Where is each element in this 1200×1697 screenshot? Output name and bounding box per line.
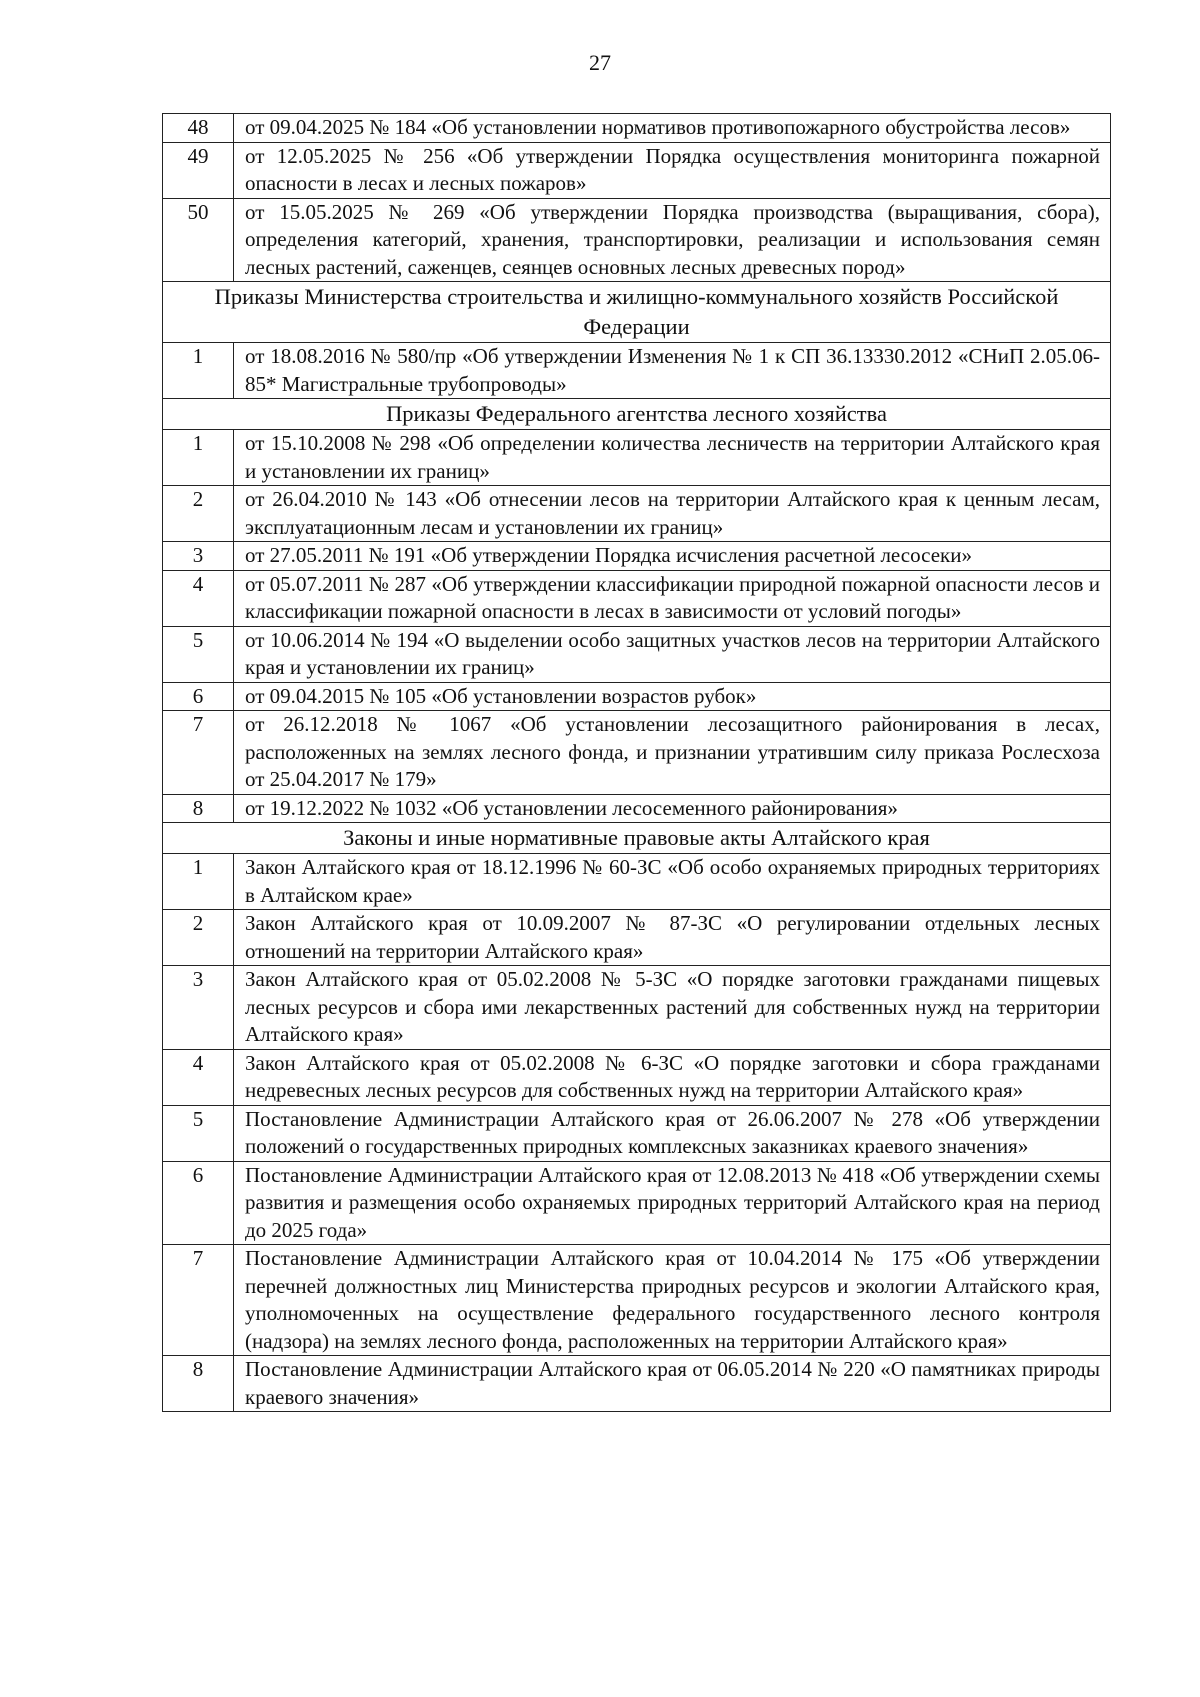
row-text: Постановление Администрации Алтайского края от 12.08.2013 № 418 «Об утверждении схемы развития и размещения особо охраняемых природных территорий Алтайского края на период до 2025 года» xyxy=(234,1161,1111,1245)
row-text: от 15.05.2025 № 269 «Об утверждении Порядка производства (выращивания, сбора), определения категорий, хранения, транспортировки, реализации и использования семян лесных растений, саженцев, сеянцев основных лесных древесных пород» xyxy=(234,198,1111,282)
row-number: 49 xyxy=(163,142,234,198)
row-number: 2 xyxy=(163,486,234,542)
row-text: от 27.05.2011 № 191 «Об утверждении Порядка исчисления расчетной лесосеки» xyxy=(234,542,1111,571)
table-row xyxy=(163,198,1111,282)
section-heading: Законы и иные нормативные правовые акты Алтайского края xyxy=(163,823,1111,854)
row-text: Постановление Администрации Алтайского края от 06.05.2014 № 220 «О памятниках природы краевого значения» xyxy=(234,1356,1111,1412)
table-row xyxy=(163,711,1111,795)
row-number: 1 xyxy=(163,343,234,399)
row-text: Закон Алтайского края от 18.12.1996 № 60-ЗС «Об особо охраняемых природных территориях в Алтайском крае» xyxy=(234,854,1111,910)
row-text: от 18.08.2016 № 580/пр «Об утверждении Изменения № 1 к СП 36.13330.2012 «СНиП 2.05.06-85* Магистральные трубопроводы» xyxy=(234,343,1111,399)
table-row xyxy=(163,542,1111,571)
row-text: от 05.07.2011 № 287 «Об утверждении классификации природной пожарной опасности лесов и классификации пожарной опасности в лесах в зависимости от условий погоды» xyxy=(234,570,1111,626)
row-text: от 15.10.2008 № 298 «Об определении количества лесничеств на территории Алтайского края и установлении их границ» xyxy=(234,430,1111,486)
row-text: Постановление Администрации Алтайского края от 10.04.2014 № 175 «Об утверждении перечней должностных лиц Министерства природных ресурсов и экологии Алтайского края, уполномоченных на осуществление федерального государственного лесного контроля (надзора) на землях лесного фонда, расположенных на территории Алтайского края» xyxy=(234,1245,1111,1356)
row-number: 48 xyxy=(163,114,234,143)
row-number: 7 xyxy=(163,1245,234,1356)
row-number: 6 xyxy=(163,1161,234,1245)
row-text: Закон Алтайского края от 05.02.2008 № 6-ЗС «О порядке заготовки и сбора гражданами недревесных лесных ресурсов для собственных нужд на территории Алтайского края» xyxy=(234,1049,1111,1105)
table-row xyxy=(163,142,1111,198)
table-row xyxy=(163,430,1111,486)
table-row xyxy=(163,486,1111,542)
row-text: от 26.12.2018 № 1067 «Об установлении лесозащитного районирования в лесах, расположенных на землях лесного фонда, и признании утратившим силу приказа Рослесхоза от 25.04.2017 № 179» xyxy=(234,711,1111,795)
row-number: 7 xyxy=(163,711,234,795)
row-number: 3 xyxy=(163,966,234,1050)
row-text: Закон Алтайского края от 05.02.2008 № 5-ЗС «О порядке заготовки гражданами пищевых лесных ресурсов и сбора ими лекарственных растений для собственных нужд на территории Алтайского края» xyxy=(234,966,1111,1050)
row-text: от 19.12.2022 № 1032 «Об установлении лесосеменного районирования» xyxy=(234,794,1111,823)
table-row xyxy=(163,626,1111,682)
page-number: 27 xyxy=(589,50,611,75)
section-heading: Приказы Министерства строительства и жилищно-коммунального хозяйств Российской Федерации xyxy=(163,282,1111,343)
table-row xyxy=(163,1105,1111,1161)
legal-acts-table xyxy=(162,113,1111,1412)
table-row xyxy=(163,1356,1111,1412)
row-text: Закон Алтайского края от 10.09.2007 № 87-ЗС «О регулировании отдельных лесных отношений на территории Алтайского края» xyxy=(234,910,1111,966)
table-row xyxy=(163,1245,1111,1356)
table-row xyxy=(163,854,1111,910)
row-number: 8 xyxy=(163,1356,234,1412)
row-number: 8 xyxy=(163,794,234,823)
row-number: 5 xyxy=(163,1105,234,1161)
table-row xyxy=(163,570,1111,626)
section-heading-row xyxy=(163,399,1111,430)
table-row xyxy=(163,114,1111,143)
section-heading: Приказы Федерального агентства лесного хозяйства xyxy=(163,399,1111,430)
row-text: от 12.05.2025 № 256 «Об утверждении Порядка осуществления мониторинга пожарной опасности в лесах и лесных пожаров» xyxy=(234,142,1111,198)
section-heading-row xyxy=(163,823,1111,854)
table-row xyxy=(163,794,1111,823)
table-row xyxy=(163,910,1111,966)
row-number: 1 xyxy=(163,854,234,910)
row-text: от 10.06.2014 № 194 «О выделении особо защитных участков лесов на территории Алтайского края и установлении их границ» xyxy=(234,626,1111,682)
row-number: 5 xyxy=(163,626,234,682)
row-number: 1 xyxy=(163,430,234,486)
row-number: 4 xyxy=(163,1049,234,1105)
row-text: от 09.04.2025 № 184 «Об установлении нормативов противопожарного обустройства лесов» xyxy=(234,114,1111,143)
section-heading-row xyxy=(163,282,1111,343)
row-number: 4 xyxy=(163,570,234,626)
table-row xyxy=(163,682,1111,711)
row-number: 3 xyxy=(163,542,234,571)
row-number: 6 xyxy=(163,682,234,711)
row-text: Постановление Администрации Алтайского края от 26.06.2007 № 278 «Об утверждении положений о государственных природных комплексных заказниках краевого значения» xyxy=(234,1105,1111,1161)
row-text: от 09.04.2015 № 105 «Об установлении возрастов рубок» xyxy=(234,682,1111,711)
table-row xyxy=(163,1049,1111,1105)
table-body xyxy=(163,114,1111,1412)
row-text: от 26.04.2010 № 143 «Об отнесении лесов на территории Алтайского края к ценным лесам, эксплуатационным лесам и установлении их границ» xyxy=(234,486,1111,542)
table-row xyxy=(163,966,1111,1050)
row-number: 50 xyxy=(163,198,234,282)
table-row xyxy=(163,1161,1111,1245)
table-row xyxy=(163,343,1111,399)
row-number: 2 xyxy=(163,910,234,966)
